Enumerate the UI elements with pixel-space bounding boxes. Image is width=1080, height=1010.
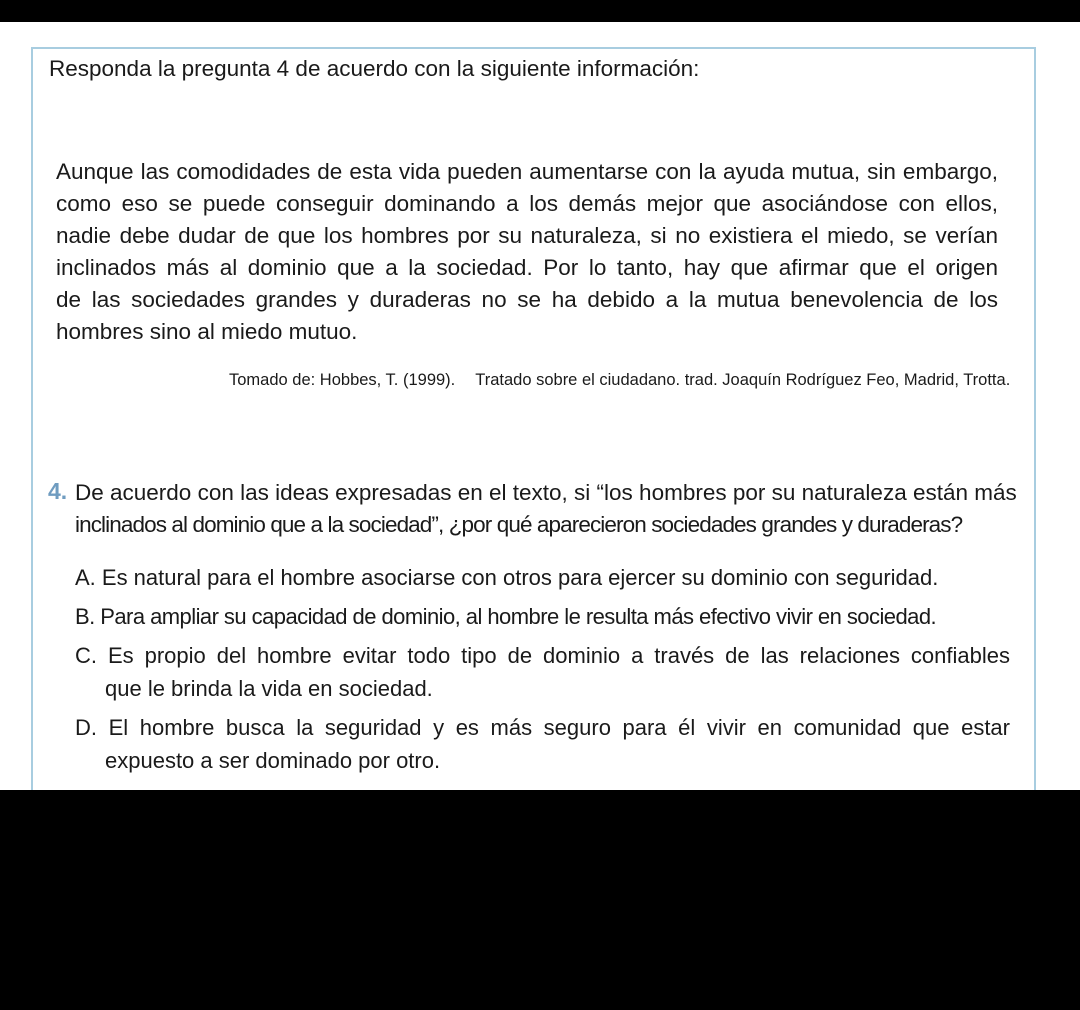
citation-work: Tratado sobre el ciudadano. trad. Joaquín Rodríguez Feo, Madrid, Trotta. [475,371,1011,389]
option-c-continuation: que le brinda la vida en sociedad. [105,676,433,701]
citation-author: Tomado de: Hobbes, T. (1999). [229,371,456,389]
question-line: De acuerdo con las ideas expresadas en el texto, si “los hombres por su naturaleza están más [75,480,1017,505]
reading-passage [56,156,998,348]
passage-line: nadie debe dudar de que los hombres por su naturaleza, si no existiera el miedo, se verían [56,223,998,248]
option-b[interactable]: B. Para ampliar su capacidad de dominio, al hombre le resulta más efectivo vivir en sociedad. [75,604,937,629]
answer-options [75,561,1010,777]
option-d-continuation: expuesto a ser dominado por otro. [105,748,441,773]
passage-line: hombres sino al miedo mutuo. [56,319,358,344]
option-d[interactable]: D. El hombre busca la seguridad y es más seguro para él vivir en comunidad que estar [75,715,1010,740]
passage-line: de las sociedades grandes y duraderas no se ha debido a la mutua benevolencia de los [56,287,998,312]
passage-line: Aunque las comodidades de esta vida pueden aumentarse con la ayuda mutua, sin embargo, [56,159,998,184]
question-stem [75,477,1017,541]
instruction-text: Responda la pregunta 4 de acuerdo con la siguiente información: [49,56,700,81]
passage-line: inclinados más al dominio que a la sociedad. Por lo tanto, hay que afirmar que el origen [56,255,998,280]
option-c[interactable]: C. Es propio del hombre evitar todo tipo de dominio a través de las relaciones confiables [75,643,1010,668]
question-number: 4. [48,478,68,504]
option-a[interactable]: A. Es natural para el hombre asociarse con otros para ejercer su dominio con seguridad. [75,565,939,590]
question-line: inclinados al dominio que a la sociedad”, ¿por qué aparecieron sociedades grandes y duraderas? [75,512,963,537]
document-page [0,22,1080,790]
passage-line: como eso se puede conseguir dominando a los demás mejor que asociándose con ellos, [56,191,998,216]
source-citation [229,371,1010,390]
